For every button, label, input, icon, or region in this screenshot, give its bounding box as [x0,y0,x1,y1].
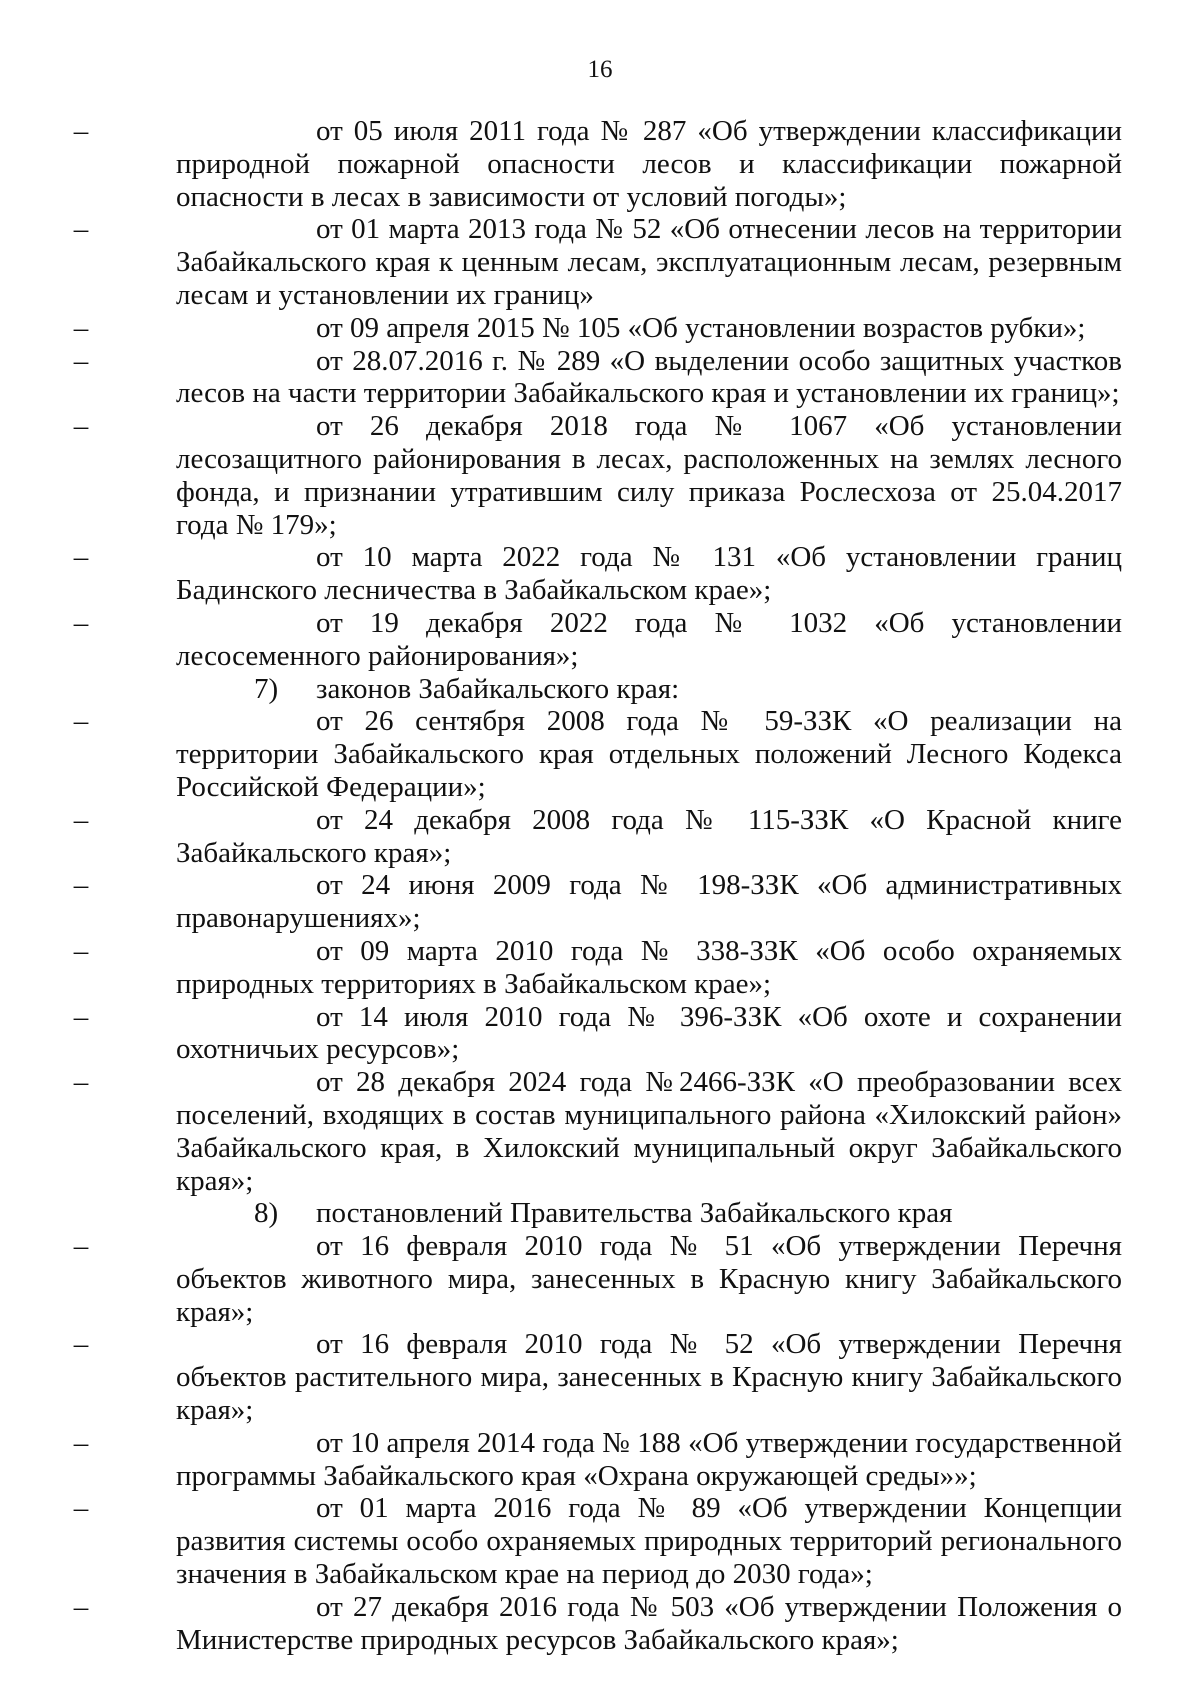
list-item [73,705,1122,803]
section-number: 8) [254,1197,279,1230]
list-item [73,541,1122,607]
section-heading-8 [176,1197,1122,1230]
section-number: 7) [254,672,279,705]
list-item [73,869,1122,935]
list-item [73,1230,1122,1328]
list-item [73,1000,1122,1067]
list-item [73,115,1122,213]
list-item [73,1492,1122,1591]
dash-marker: – [73,344,89,377]
dash-marker: – [73,1590,89,1623]
list-item-text: от 26 декабря 2018 года № 1067 «Об установлении лесозащитного районирования в лесах, расположенных на землях лесного фонда, и признании утратившим силу приказа Рослесхоза от 25.04.2017 года № 179»; [176,410,1122,541]
dash-marker: – [73,1066,89,1099]
list-item [73,1590,1122,1657]
section-title: законов Забайкальского края: [316,672,680,705]
list-item [73,1328,1122,1427]
list-item-text: от 27 декабря 2016 года № 503 «Об утверждении Положения о Министерстве природных ресурсов Забайкальского края»; [176,1590,1122,1656]
list-item-text: от 05 июля 2011 года № 287 «Об утверждении классификации природной пожарной опасности лесов и классификации пожарной опасности в лесах в зависимости от условий погоды»; [176,115,1122,213]
dash-marker: – [73,934,89,967]
list-item-text: от 28 декабря 2024 года №2466-ЗЗК «О преобразовании всех поселений, входящих в состав муниципального района «Хилокский район» Забайкальского края, в Хилокский муниципальный округ Забайкальского края»; [176,1066,1122,1197]
dash-marker: – [73,1426,89,1459]
list-item-text: от 28.07.2016 г. № 289 «О выделении особо защитных участков лесов на части территории Забайкальского края и установлении их границ»; [176,344,1122,410]
list-item [73,213,1122,311]
list-item-text: от 01 марта 2013 года № 52 «Об отнесении лесов на территории Забайкальского края к ценным лесам, эксплуатационным лесам, резервным лесам и установлении их границ» [176,213,1122,311]
list-item-text: от 24 июня 2009 года № 198-ЗЗК «Об административных правонарушениях»; [176,869,1122,935]
dash-marker: – [73,803,89,836]
list-item [73,1426,1122,1493]
list-item-text: от 16 февраля 2010 года № 52 «Об утверждении Перечня объектов растительного мира, занесенных в Красную книгу Забайкальского края»; [176,1328,1122,1427]
list-item-text: от 19 декабря 2022 года № 1032 «Об установлении лесосеменного районирования»; [176,606,1122,672]
list-item [73,606,1122,673]
dash-marker: – [73,311,89,344]
dash-marker: – [73,410,89,443]
list-item [73,311,1122,345]
list-item-text: от 09 марта 2010 года № 338-ЗЗК «Об особо охраняемых природных территориях в Забайкальском крае»; [176,934,1122,1000]
dash-marker: – [73,1230,89,1263]
list-item-text: от 16 февраля 2010 года № 51 «Об утверждении Перечня объектов животного мира, занесенных в Красную книгу Забайкальского края»; [176,1230,1122,1328]
section-heading-7 [176,673,1122,706]
dash-marker: – [73,1328,89,1361]
list-item [73,803,1122,870]
list-item-text: от 09 апреля 2015 № 105 «Об установлении возрастов рубки»; [316,311,1086,344]
list-item [73,934,1122,1001]
list-item-text: от 26 сентября 2008 года № 59-ЗЗК «О реализации на территории Забайкальского края отдельных положений Лесного Кодекса Российской Федерации»; [176,705,1122,803]
dash-marker: – [73,606,89,639]
dash-marker: – [73,1000,89,1033]
dash-marker: – [73,115,89,147]
page-number: 16 [587,56,613,83]
list-item [73,1066,1122,1197]
dash-marker: – [73,213,89,246]
document-body [73,115,1122,1656]
list-item-text: от 14 июля 2010 года № 396-ЗЗК «Об охоте и сохранении охотничьих ресурсов»; [176,1000,1122,1066]
list-item-text: от 10 марта 2022 года № 131 «Об установлении границ Бадинского лесничества в Забайкальском крае»; [176,541,1122,607]
list-item-text: от 24 декабря 2008 года № 115-ЗЗК «О Красной книге Забайкальского края»; [176,803,1122,869]
list-item-text: от 10 апреля 2014 года № 188 «Об утверждении государственной программы Забайкальского края «Охрана окружающей среды»»; [176,1426,1122,1492]
dash-marker: – [73,541,89,574]
list-item [73,344,1122,411]
dash-marker: – [73,1492,89,1525]
dash-marker: – [73,869,89,902]
dash-marker: – [73,705,89,738]
section-title: постановлений Правительства Забайкальского края [316,1197,953,1230]
list-item-text: от 01 марта 2016 года № 89 «Об утверждении Концепции развития системы особо охраняемых природных территорий регионального значения в Забайкальском крае на период до 2030 года»; [176,1492,1122,1591]
list-item [73,410,1122,541]
